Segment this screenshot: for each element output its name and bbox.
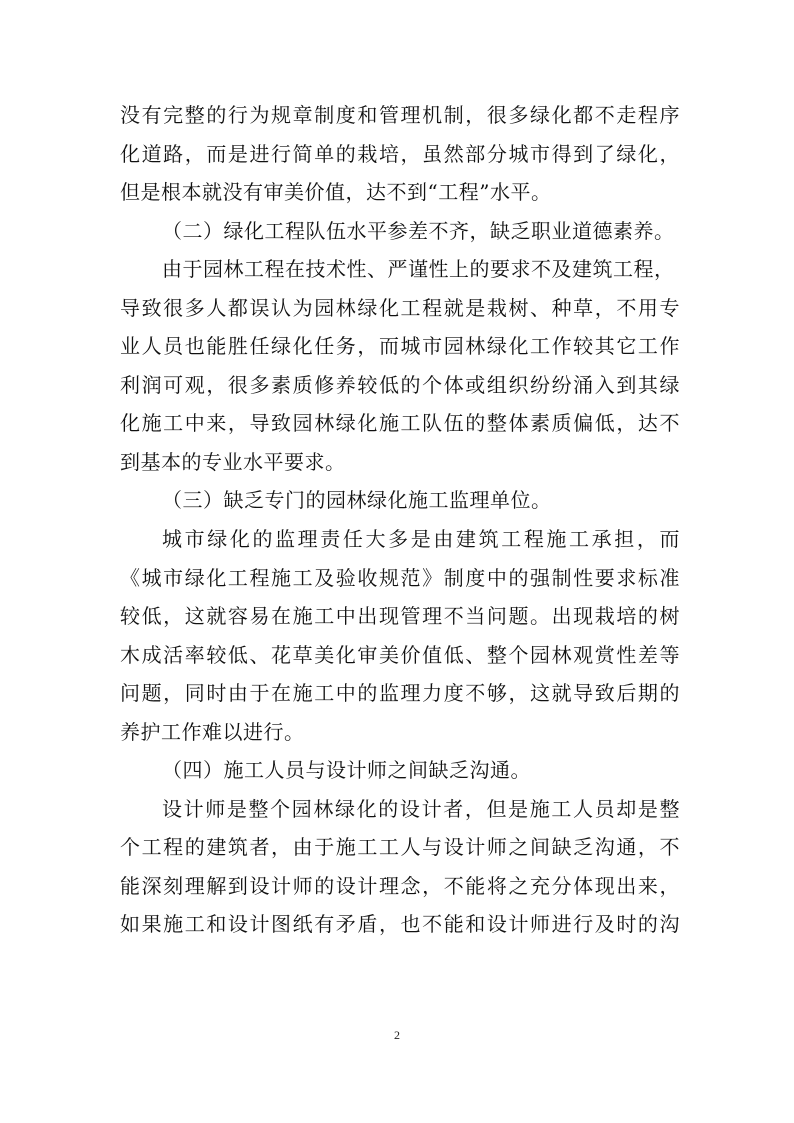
text-line: 没有完整的行为规章制度和管理机制，很多绿化都不走程序 bbox=[120, 103, 680, 127]
text-line: 但是根本就没有审美价值，达不到“工程”水平。 bbox=[120, 180, 552, 205]
text-line: 设计师是整个园林绿化的设计者，但是施工人员却是整 bbox=[162, 796, 680, 821]
text-line: 利润可观，很多素质修养较低的个体或组织纷纷涌入到其绿 bbox=[120, 372, 680, 397]
section-heading: （二）绿化工程队伍水平参差不齐，缺乏职业道德素养。 bbox=[162, 218, 675, 243]
text-line: 个工程的建筑者，由于施工工人与设计师之间缺乏沟通，不 bbox=[120, 835, 680, 860]
text-line: 能深刻理解到设计师的设计理念，不能将之充分体现出来， bbox=[120, 873, 680, 898]
section-heading: （三）缺乏专门的园林绿化施工监理单位。 bbox=[162, 488, 552, 513]
text-line: 木成活率较低、花草美化审美价值低、整个园林观赏性差等 bbox=[120, 642, 680, 667]
text-line: 《城市绿化工程施工及验收规范》制度中的强制性要求标准 bbox=[120, 565, 680, 590]
body-text bbox=[120, 96, 680, 944]
text-line: 城市绿化的监理责任大多是由建筑工程施工承担，而 bbox=[162, 527, 680, 552]
text-line: 如果施工和设计图纸有矛盾，也不能和设计师进行及时的沟 bbox=[120, 912, 680, 937]
page-number: 2 bbox=[394, 1028, 400, 1042]
text-line: 导致很多人都误认为园林绿化工程就是栽树、种草，不用专 bbox=[120, 295, 680, 320]
text-line: 由于园林工程在技术性、严谨性上的要求不及建筑工程， bbox=[162, 257, 675, 282]
text-line: 到基本的专业水平要求。 bbox=[120, 449, 346, 474]
section-heading: （四）施工人员与设计师之间缺乏沟通。 bbox=[162, 758, 531, 783]
text-line: 化道路，而是进行简单的栽培，虽然部分城市得到了绿化， bbox=[120, 141, 680, 166]
text-line: 问题，同时由于在施工中的监理力度不够，这就导致后期的 bbox=[120, 681, 680, 706]
text-line: 化施工中来，导致园林绿化施工队伍的整体素质偏低，达不 bbox=[120, 411, 680, 436]
text-line: 养护工作难以进行。 bbox=[120, 719, 305, 744]
text-line: 业人员也能胜任绿化任务，而城市园林绿化工作较其它工作 bbox=[120, 334, 680, 359]
text-line: 较低，这就容易在施工中出现管理不当问题。出现栽培的树 bbox=[120, 604, 680, 629]
